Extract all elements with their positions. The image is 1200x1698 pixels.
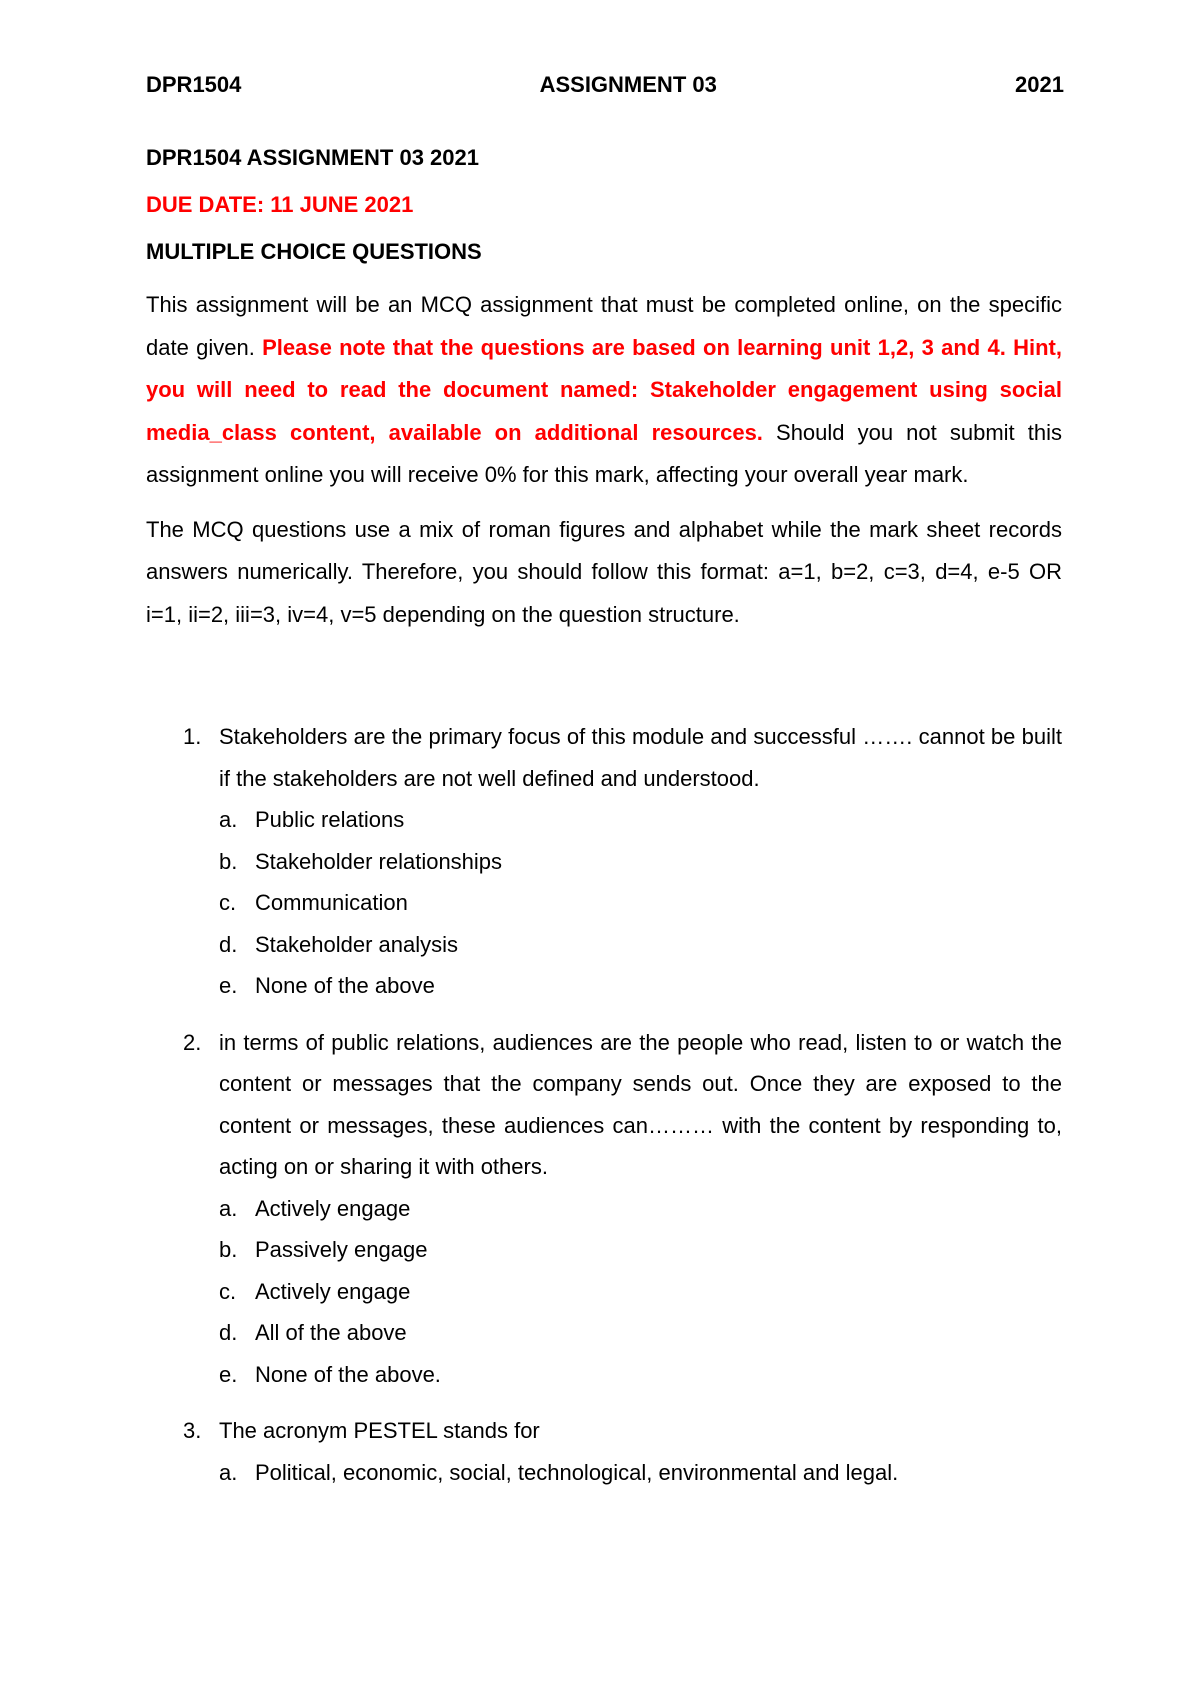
format-paragraph: The MCQ questions use a mix of roman figures and alphabet while the mark sheet records answers numerically. Therefore, you should follow this format: a=1, b=2, c=3, d=4, e-5 OR i=1, ii=2, iii=3, iv=4, v=5 depending on the question structure. <box>146 516 1062 627</box>
option-letter: a. <box>219 1459 238 1485</box>
intro-text-start: This assignment will be an MCQ assignment that must be completed online, on the specific date given. <box>146 292 1062 360</box>
option-letter: b. <box>219 1237 238 1262</box>
option-item <box>219 1229 1062 1271</box>
due-date: DUE DATE: 11 JUNE 2021 <box>146 192 414 217</box>
option-letter: e. <box>219 973 238 998</box>
section-heading: MULTIPLE CHOICE QUESTIONS <box>146 239 482 264</box>
document-title: DPR1504 ASSIGNMENT 03 2021 <box>146 145 479 170</box>
question-text: in terms of public relations, audiences are the people who read, listen to or watch the content or messages that the company sends out. Once they are exposed to the content or messages, these audiences can……… with the content by responding to, acting on or sharing it with others. <box>219 1029 1062 1179</box>
option-letter: a. <box>219 807 238 832</box>
option-text: Political, economic, social, technological, environmental and legal. <box>255 1459 899 1485</box>
option-letter: d. <box>219 1320 238 1345</box>
option-list <box>219 1188 1062 1396</box>
option-letter: b. <box>219 848 238 874</box>
option-text: Stakeholder relationships <box>255 848 503 874</box>
question-text: The acronym PESTEL stands for <box>219 1418 540 1443</box>
option-item <box>219 799 1062 841</box>
option-item <box>219 1452 1062 1494</box>
option-text: None of the above <box>255 973 435 998</box>
header-assignment: ASSIGNMENT 03 <box>539 72 717 97</box>
option-item <box>219 1312 1062 1354</box>
option-item <box>219 924 1062 966</box>
option-item <box>219 1188 1062 1230</box>
option-text: Communication <box>255 890 408 915</box>
option-text: Stakeholder analysis <box>255 931 459 957</box>
option-letter: c. <box>219 890 237 915</box>
option-item <box>219 965 1062 1007</box>
option-text: Actively engage <box>255 1195 411 1221</box>
option-letter: a. <box>219 1195 238 1221</box>
option-list <box>219 1452 1062 1494</box>
intro-highlight: Please note that the questions are based on learning unit 1,2, 3 and 4. Hint, you will need to read the document named: Stakeholder engagement using social media_class content, available on additional resources. <box>146 334 1062 445</box>
document-body <box>146 143 1062 1508</box>
question-2 <box>146 1022 1062 1396</box>
intro-paragraph <box>146 284 1062 497</box>
option-item <box>219 882 1062 924</box>
question-text: Stakeholders are the primary focus of this module and successful ……. cannot be built if the stakeholders are not well defined and understood. <box>219 724 1062 791</box>
option-text: None of the above. <box>255 1361 441 1387</box>
question-list <box>146 716 1062 1493</box>
question-number: 2. <box>183 1029 202 1055</box>
question-number: 3. <box>183 1418 202 1443</box>
option-text: Actively engage <box>255 1278 411 1304</box>
option-item <box>219 1354 1062 1396</box>
option-text: All of the above <box>255 1320 407 1345</box>
option-letter: d. <box>219 931 238 957</box>
option-item <box>219 841 1062 883</box>
option-item <box>219 1271 1062 1313</box>
header-year: 2021 <box>1015 72 1064 97</box>
header-course-code: DPR1504 <box>146 72 242 97</box>
question-1 <box>146 716 1062 1007</box>
option-text: Passively engage <box>255 1237 428 1262</box>
option-list <box>219 799 1062 1007</box>
option-letter: e. <box>219 1361 238 1387</box>
question-3 <box>146 1410 1062 1493</box>
option-text: Public relations <box>255 807 405 832</box>
page-header <box>146 70 1064 100</box>
intro-text-end: Should you not submit this assignment online you will receive 0% for this mark, affecting your overall year mark. <box>146 419 1062 487</box>
question-number: 1. <box>183 724 202 749</box>
option-letter: c. <box>219 1278 237 1304</box>
